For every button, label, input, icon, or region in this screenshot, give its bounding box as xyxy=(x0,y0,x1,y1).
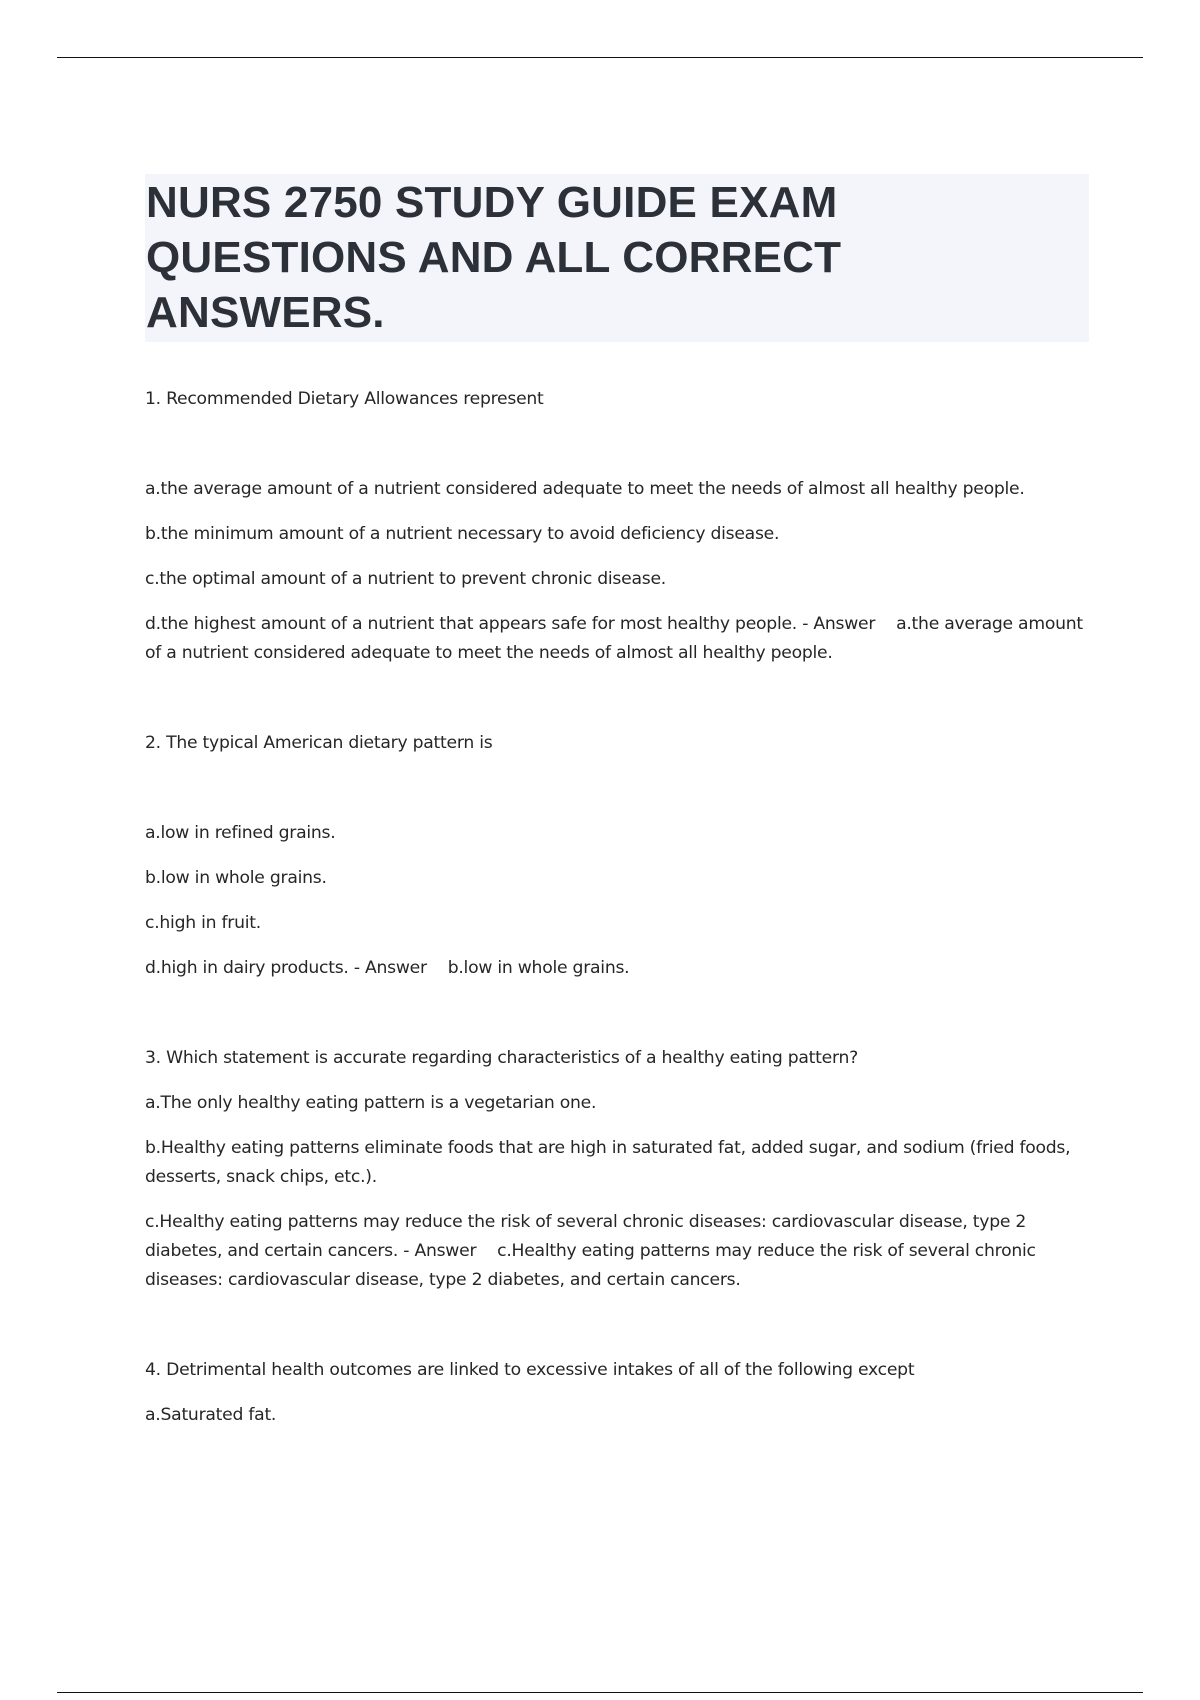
answer-option: a.the average amount of a nutrient considered adequate to meet the needs of almost all healthy people. xyxy=(145,479,1025,499)
question-prompt: 1. Recommended Dietary Allowances represent xyxy=(145,389,544,409)
question-prompt: 3. Which statement is accurate regarding characteristics of a healthy eating pattern? xyxy=(145,1048,858,1068)
answer-option: c.high in fruit. xyxy=(145,913,261,933)
answer-option-with-answer xyxy=(145,954,1089,983)
answer-option-with-answer xyxy=(145,1208,1089,1295)
question-1 xyxy=(145,385,1089,668)
answer-option: c.Healthy eating patterns may reduce the risk of several chronic diseases: cardiovascular disease, type 2 diabetes, and certain cancers. xyxy=(145,1212,1027,1261)
correct-answer: b.low in whole grains. xyxy=(447,958,630,978)
bottom-rule xyxy=(57,1692,1143,1693)
answer-option: a.The only healthy eating pattern is a vegetarian one. xyxy=(145,1093,597,1113)
answer-option: c.the optimal amount of a nutrient to prevent chronic disease. xyxy=(145,569,666,589)
title-block xyxy=(145,174,1089,342)
correct-answer: c.Healthy eating patterns may reduce the risk of several chronic diseases: cardiovascular disease, type 2 diabetes, and certain cancers. xyxy=(145,1241,1036,1290)
question-3 xyxy=(145,1044,1089,1295)
answer-option: d.the highest amount of a nutrient that appears safe for most healthy people. xyxy=(145,614,798,634)
question-prompt: 2. The typical American dietary pattern is xyxy=(145,733,493,753)
answer-option: a.Saturated fat. xyxy=(145,1405,277,1425)
document-title: NURS 2750 STUDY GUIDE EXAM QUESTIONS AND ALL CORRECT ANSWERS. xyxy=(146,178,842,337)
answer-option: b.Healthy eating patterns eliminate foods that are high in saturated fat, added sugar, and sodium (fried foods, desserts, snack chips, etc.). xyxy=(145,1138,1071,1187)
correct-answer: a.the average amount of a nutrient considered adequate to meet the needs of almost all healthy people. xyxy=(145,614,1083,663)
question-2 xyxy=(145,729,1089,983)
answer-marker: - Answer xyxy=(398,1241,498,1261)
answer-marker: - Answer xyxy=(348,958,448,978)
answer-option: d.high in dairy products. xyxy=(145,958,349,978)
question-prompt: 4. Detrimental health outcomes are linked to excessive intakes of all of the following except xyxy=(145,1360,915,1380)
answer-option: a.low in refined grains. xyxy=(145,823,336,843)
answer-option: b.low in whole grains. xyxy=(145,868,327,888)
document-body xyxy=(145,385,1089,1430)
question-4 xyxy=(145,1356,1089,1430)
answer-option-with-answer xyxy=(145,610,1089,668)
answer-marker: - Answer xyxy=(797,614,897,634)
top-rule xyxy=(57,57,1143,58)
answer-option: b.the minimum amount of a nutrient necessary to avoid deficiency disease. xyxy=(145,524,780,544)
